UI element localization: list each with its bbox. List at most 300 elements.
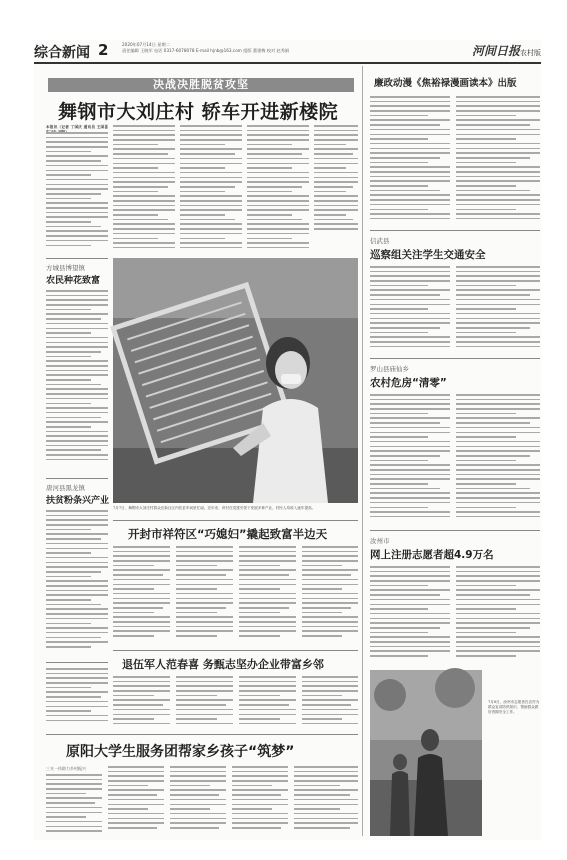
- body-text-line: [370, 322, 450, 324]
- body-text-line: [456, 180, 540, 182]
- body-text-line: [370, 497, 450, 499]
- body-text-line: [239, 579, 296, 581]
- body-text-line: [46, 715, 108, 717]
- body-text-line: [302, 612, 342, 614]
- lead-body-col3: [180, 125, 242, 252]
- body-text-line: [370, 618, 450, 620]
- body-text-line: [302, 584, 358, 586]
- divider: [46, 734, 358, 735]
- body-text-line: [113, 200, 175, 202]
- body-text-line: [46, 552, 91, 554]
- body-text-line: [314, 177, 358, 179]
- body-text-line: [456, 308, 516, 310]
- body-text-line: [314, 209, 358, 211]
- body-text-line: [456, 304, 540, 306]
- body-text-line: [247, 158, 309, 160]
- body-text-line: [113, 616, 170, 618]
- body-text-line: [108, 827, 157, 829]
- body-text-line: [46, 576, 91, 578]
- body-text-line: [456, 441, 540, 443]
- body-text-line: [247, 195, 309, 197]
- body-text-line: [46, 216, 108, 218]
- body-text-line: [456, 403, 540, 405]
- body-text-line: [46, 646, 91, 648]
- body-text-line: [370, 332, 428, 334]
- body-text-line: [294, 799, 358, 801]
- body-text-line: [46, 346, 108, 348]
- volunteer-photo-image: [370, 670, 482, 836]
- body-text-line: [113, 584, 170, 586]
- body-text-line: [370, 483, 428, 485]
- body-text-line: [456, 204, 540, 206]
- body-text-line: [370, 413, 428, 415]
- body-text-line: [370, 110, 450, 112]
- body-text-line: [180, 247, 242, 249]
- body-text-line: [170, 794, 219, 796]
- masthead: [34, 40, 541, 64]
- yuanyang-body-col2: [108, 766, 164, 836]
- body-text-line: [456, 608, 516, 610]
- body-text-line: [46, 548, 108, 550]
- body-text-line: [180, 191, 225, 193]
- luoshan-body-col2: [456, 394, 540, 524]
- body-text-line: [46, 590, 108, 592]
- body-text-line: [108, 808, 148, 810]
- body-text-line: [370, 608, 428, 610]
- body-text-line: [302, 718, 342, 720]
- body-text-line: [456, 469, 540, 471]
- body-text-line: [46, 137, 108, 139]
- column-divider: [362, 66, 363, 836]
- body-text-line: [113, 695, 154, 697]
- body-text-line: [113, 709, 170, 711]
- body-text-line: [46, 318, 101, 320]
- body-text-line: [370, 308, 428, 310]
- body-text-line: [456, 115, 516, 117]
- body-text-line: [314, 205, 358, 207]
- body-text-line: [302, 593, 358, 595]
- body-text-line: [170, 766, 226, 768]
- body-text-line: [370, 441, 450, 443]
- luoshan-body-col1: [370, 394, 450, 524]
- body-text-line: [46, 193, 101, 195]
- body-text-line: [46, 673, 108, 675]
- body-text-line: [370, 478, 450, 480]
- body-text-line: [314, 223, 358, 225]
- body-text-line: [176, 565, 217, 567]
- body-text-line: [456, 346, 540, 348]
- body-text-line: [370, 213, 450, 215]
- body-text-line: [46, 384, 101, 386]
- body-text-line: [294, 822, 358, 824]
- luoshan-kicker: 罗山县庙仙乡: [370, 365, 409, 373]
- body-text-line: [46, 379, 91, 381]
- body-text-line: [46, 170, 108, 172]
- body-text-line: [108, 775, 164, 777]
- body-text-line: [108, 771, 164, 773]
- body-text-line: [46, 454, 108, 456]
- volunteer-body-col2: [456, 566, 540, 662]
- body-text-line: [370, 180, 450, 182]
- body-text-line: [370, 450, 450, 452]
- body-text-line: [370, 162, 428, 164]
- body-text-line: [180, 219, 235, 221]
- body-text-line: [370, 204, 450, 206]
- body-text-line: [180, 144, 225, 146]
- body-text-line: [46, 608, 108, 610]
- body-text-line: [370, 294, 440, 296]
- body-text-line: [113, 602, 170, 604]
- body-text-line: [176, 690, 233, 692]
- body-text-line: [46, 426, 91, 428]
- body-text-line: [456, 460, 516, 462]
- body-text-line: [456, 124, 530, 126]
- body-text-line: [113, 565, 154, 567]
- body-text-line: [46, 207, 108, 209]
- body-text-line: [170, 813, 226, 815]
- body-text-line: [46, 160, 101, 162]
- body-text-line: [170, 827, 219, 829]
- body-text-line: [113, 569, 170, 571]
- body-text-line: [456, 110, 540, 112]
- body-text-line: [108, 822, 164, 824]
- body-text-line: [456, 502, 540, 504]
- body-text-line: [46, 295, 108, 297]
- body-text-line: [46, 710, 91, 712]
- body-text-line: [314, 195, 358, 197]
- body-text-line: [456, 474, 540, 476]
- kaifeng-body-col4: [302, 546, 358, 642]
- body-text-line: [176, 635, 217, 637]
- body-text-line: [314, 181, 358, 183]
- body-text-line: [302, 551, 358, 553]
- body-text-line: [456, 599, 540, 601]
- luoshan-headline: 农村危房“清零”: [370, 377, 447, 389]
- body-text-line: [302, 699, 358, 701]
- lead-photo-caption: 7月7日，舞钢市大刘庄村群众在新社区内扶贫车间里忙碌。近年来，该村在党建引领下发展多种产业，村民人均收入逐年提高。: [113, 506, 316, 510]
- body-text-line: [456, 604, 540, 606]
- body-text-line: [46, 360, 108, 362]
- body-text-line: [370, 318, 450, 320]
- body-text-line: [108, 794, 157, 796]
- body-text-line: [370, 511, 450, 513]
- body-text-line: [302, 555, 358, 557]
- body-text-line: [176, 621, 233, 623]
- body-text-line: [314, 163, 358, 165]
- body-text-line: [370, 502, 450, 504]
- sidebar-headline: 农民种花致富: [46, 276, 101, 286]
- body-text-line: [46, 365, 108, 367]
- body-text-line: [46, 351, 101, 353]
- body-text-line: [46, 816, 86, 818]
- body-text-line: [46, 802, 95, 804]
- body-text-line: [247, 191, 292, 193]
- body-text-line: [302, 695, 342, 697]
- page-number: 2: [98, 41, 109, 59]
- body-text-line: [302, 588, 342, 590]
- divider: [370, 230, 540, 231]
- body-text-line: [113, 714, 170, 716]
- body-text-line: [456, 478, 540, 480]
- reading-body-col2: [456, 96, 540, 224]
- body-text-line: [46, 449, 101, 451]
- body-text-line: [113, 144, 158, 146]
- body-text-line: [314, 130, 358, 132]
- body-text-line: [46, 774, 102, 776]
- body-text-line: [232, 766, 288, 768]
- body-text-line: [113, 593, 170, 595]
- body-text-line: [180, 223, 242, 225]
- body-text-line: [314, 158, 358, 160]
- body-text-line: [314, 139, 358, 141]
- xinyang-headline: 巡察组关注学生交通安全: [370, 249, 486, 261]
- body-text-line: [113, 238, 158, 240]
- body-text-line: [370, 507, 428, 509]
- body-text-line: [108, 818, 164, 820]
- xinyang-kicker: 信武县: [370, 237, 390, 245]
- body-text-line: [456, 199, 540, 201]
- body-text-line: [46, 235, 108, 237]
- body-text-line: [456, 341, 540, 343]
- body-text-line: [456, 213, 540, 215]
- body-text-line: [239, 704, 289, 706]
- body-text-line: [370, 627, 440, 629]
- body-text-line: [46, 585, 108, 587]
- body-text-line: [46, 421, 108, 423]
- body-text-line: [46, 132, 108, 134]
- body-text-line: [370, 566, 450, 568]
- body-text-line: [108, 813, 164, 815]
- lead-body-col4: [247, 125, 309, 252]
- body-text-line: [370, 464, 450, 466]
- body-text-line: [294, 804, 358, 806]
- body-text-line: [46, 221, 91, 223]
- body-text-line: [302, 723, 358, 725]
- body-text-line: [46, 202, 108, 204]
- body-text-line: [113, 205, 175, 207]
- body-text-line: [46, 226, 101, 228]
- kaifeng-body-col1: [113, 546, 170, 642]
- body-text-line: [180, 195, 242, 197]
- body-text-line: [46, 459, 108, 461]
- body-text-line: [370, 152, 450, 154]
- body-text-line: [239, 598, 296, 600]
- body-text-line: [180, 177, 242, 179]
- body-text-line: [247, 242, 309, 244]
- body-text-line: [456, 209, 516, 211]
- body-text-line: [314, 219, 353, 221]
- body-text-line: [46, 613, 108, 615]
- body-text-line: [456, 511, 540, 513]
- body-text-line: [370, 636, 450, 638]
- body-text-line: [370, 124, 440, 126]
- body-text-line: [456, 157, 530, 159]
- logo-sub: 农村版: [520, 49, 541, 57]
- body-text-line: [180, 205, 242, 207]
- body-text-line: [456, 271, 540, 273]
- body-text-line: [108, 804, 164, 806]
- body-text-line: [314, 200, 358, 202]
- body-text-line: [232, 771, 288, 773]
- body-text-line: [176, 714, 233, 716]
- body-text-line: [176, 546, 233, 548]
- body-text-line: [370, 185, 428, 187]
- body-text-line: [176, 607, 226, 609]
- body-text-line: [46, 793, 86, 795]
- body-text-line: [370, 492, 450, 494]
- lead-photo: [113, 258, 358, 503]
- body-text-line: [113, 158, 175, 160]
- newspaper-logo: [472, 42, 541, 59]
- body-text-line: [113, 209, 175, 211]
- body-text-line: [113, 214, 158, 216]
- body-text-line: [302, 704, 351, 706]
- body-text-line: [180, 125, 242, 127]
- body-text-line: [370, 408, 450, 410]
- body-text-line: [239, 685, 296, 687]
- body-text-line: [456, 336, 540, 338]
- body-text-line: [239, 588, 280, 590]
- body-text-line: [456, 322, 540, 324]
- body-text-line: [113, 125, 175, 127]
- divider: [46, 662, 108, 663]
- body-text-line: [46, 524, 108, 526]
- body-text-line: [46, 240, 108, 242]
- body-text-line: [247, 163, 309, 165]
- body-text-line: [239, 616, 296, 618]
- body-text-line: [456, 148, 540, 150]
- body-text-line: [46, 821, 102, 823]
- body-text-line: [370, 427, 450, 429]
- body-text-line: [456, 632, 516, 634]
- body-text-line: [302, 630, 358, 632]
- body-text-line: [456, 622, 540, 624]
- body-text-line: [314, 186, 353, 188]
- body-text-line: [46, 435, 108, 437]
- body-text-line: [370, 96, 450, 98]
- body-text-line: [302, 714, 358, 716]
- editor-line: 责任编辑 王晓军 电话 0317-6078078 E-mail hjnb@163.com 组版 董建梅 校对 赵秀娟: [122, 48, 290, 53]
- body-text-line: [456, 566, 540, 568]
- body-text-line: [370, 399, 450, 401]
- body-text-line: [46, 519, 108, 521]
- body-text-line: [46, 356, 91, 358]
- body-text-line: [370, 280, 450, 282]
- body-text-line: [302, 560, 358, 562]
- body-text-line: [180, 148, 242, 150]
- body-text-line: [247, 219, 302, 221]
- body-text-line: [180, 139, 242, 141]
- body-text-line: [456, 327, 530, 329]
- body-text-line: [176, 681, 233, 683]
- yuanyang-body-col4: [232, 766, 288, 836]
- body-text-line: [180, 209, 242, 211]
- body-text-line: [370, 341, 450, 343]
- body-text-line: [456, 275, 540, 277]
- body-text-line: [456, 427, 540, 429]
- body-text-line: [370, 266, 450, 268]
- body-text-line: [294, 813, 358, 815]
- body-text-line: [314, 125, 358, 127]
- body-text-line: [456, 655, 516, 657]
- body-text-line: [370, 641, 450, 643]
- body-text-line: [302, 635, 342, 637]
- body-text-line: [46, 445, 108, 447]
- body-text-line: [370, 646, 450, 648]
- sidebar2-kicker: 唐河县黑龙镇: [46, 484, 85, 492]
- body-text-line: [456, 613, 540, 615]
- body-text-line: [239, 551, 296, 553]
- body-text-line: [46, 627, 108, 629]
- body-text-line: [456, 627, 530, 629]
- body-text-line: [370, 129, 450, 131]
- body-text-line: [247, 167, 292, 169]
- body-text-line: [302, 546, 358, 548]
- sidebar-body: [46, 290, 108, 468]
- body-text-line: [170, 775, 226, 777]
- body-text-line: [314, 214, 346, 216]
- body-text-line: [314, 167, 346, 169]
- body-text-line: [302, 681, 358, 683]
- body-text-line: [239, 723, 296, 725]
- volunteer-photo: [370, 670, 482, 836]
- body-text-line: [46, 562, 108, 564]
- sidebar3-body: [46, 668, 108, 728]
- body-text-line: [180, 172, 242, 174]
- body-text-line: [370, 275, 450, 277]
- yuanyang-kicker: 三支一扶助力乡村振兴: [46, 766, 86, 771]
- body-text-line: [247, 247, 309, 249]
- body-text-line: [370, 271, 450, 273]
- body-text-line: [46, 165, 108, 167]
- body-text-line: [456, 436, 516, 438]
- body-text-line: [247, 238, 292, 240]
- body-text-line: [456, 138, 516, 140]
- body-text-line: [370, 143, 450, 145]
- body-text-line: [294, 827, 350, 829]
- body-text-line: [456, 408, 540, 410]
- body-text-line: [456, 171, 540, 173]
- body-text-line: [247, 139, 309, 141]
- body-text-line: [113, 219, 168, 221]
- body-text-line: [176, 579, 233, 581]
- body-text-line: [113, 172, 175, 174]
- body-text-line: [456, 394, 540, 396]
- body-text-line: [247, 148, 309, 150]
- body-text-line: [46, 538, 101, 540]
- body-text-line: [456, 143, 540, 145]
- body-text-line: [239, 607, 289, 609]
- lead-body-col2: [113, 125, 175, 252]
- body-text-line: [113, 191, 158, 193]
- body-text-line: [370, 403, 450, 405]
- body-text-line: [170, 818, 226, 820]
- body-text-line: [46, 599, 91, 601]
- body-text-line: [456, 399, 540, 401]
- body-text-line: [370, 422, 440, 424]
- body-text-line: [113, 574, 163, 576]
- lead-byline: 本报讯（记者 丁国庆 通讯员 王国喜: [46, 125, 108, 129]
- veteran-body-col2: [176, 676, 233, 728]
- body-text-line: [46, 151, 91, 153]
- body-text-line: [113, 153, 168, 155]
- body-text-line: [370, 488, 440, 490]
- body-text-line: [294, 771, 358, 773]
- body-text-line: [370, 166, 450, 168]
- body-text-line: [176, 723, 233, 725]
- body-text-line: [456, 218, 540, 220]
- body-text-line: [113, 718, 154, 720]
